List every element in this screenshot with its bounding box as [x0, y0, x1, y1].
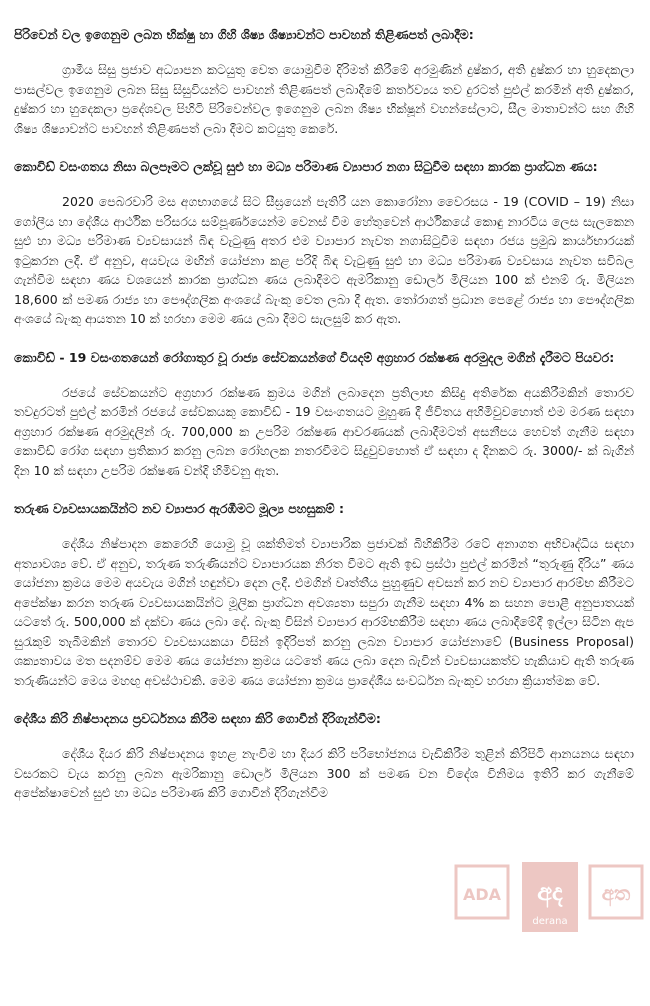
section-1-heading: පිරිවෙන් වල ඉගෙනුම ලබන භික්ෂු හා ගිහි ශිෂ්‍ය ශිෂ්‍යාවන්ට පාවහන් තිළිණපත් ලබාදීම:	[14, 27, 474, 42]
section-5-body: දේශීය දියර කිරි නිෂ්පාදනය ඉහළ නැංවීම හා දියර කිරි පරිභෝජනය වැඩිකිරීම තුළින් කිරිපිටි ආනයනය සඳහා වසරකට වැය කරනු ලබන ඇමරිකානු ඩොලර් මිලියන 300 ක් පමණ වන විදේශ විනිමය ඉතිරි කර ගැනීමේ අපේක්ෂාවෙන් සුළු හා මධ්‍ය පරිමාණ කිරි ගොවීන් දිරිගැන්වීම	[14, 746, 634, 800]
section-2-heading: කොවිඩ් වසංගතය නිසා බලපෑමට ලක්වූ සුළු හා මධ්‍ය පරිමාණ ව්‍යාපාර නගා සිටුවීම සඳහා කාරක ප්‍රාග්ධන ණය:	[14, 159, 598, 174]
section-4-body: දේශීය නිෂ්පාදන කෙරෙහි යොමු වූ ශක්තිමත් ව්‍යාපාරික ප්‍රජාවක් බිහිකිරීම රටේ අනාගත අභිවෘද්ධිය සඳහා අත්‍යාවශ්‍ය වේ. ඒ අනුව, තරුණ තරුණියන්ට ව්‍යාපාරයක නිරත වීමට ඇති ඉඩ ප්‍රස්ථා පුළුල් කරමින් “තුරුණු දිරිය” ණය යෝජනා ක්‍රමය මෙම අයවැය මගින් හඳුන්වා දෙන ලදී. එමගින් වෘත්තීය පුහුණුව අවසන් කර නව ව්‍යාපාර ආරම්භ කිරීමට අපේක්ෂා කරන තරුණ ව්‍යවසායකයින්ට මූලික ප්‍රාග්ධන අවශ්‍යතා සපුරා ගැනීම සඳහා 4% ක සහන පොළී අනුපාතයක් යටතේ රු. 500,000 ක් දක්වා ණය ලබා දේ. බැංකු විසින් ව්‍යාපාර ආරම්භකිරීම සඳහා ණය ලබාදීමේදී ඉල්ලා සිටින ඇප සුරැකුම් තැබීමකින් තොරව ව්‍යවසායකයා විසින් ඉදිරිපත් කරනු ලබන ව්‍යාපාර යෝජනාවේ (Business Proposal) ශක්‍යතාවය මත පදනම්ව මෙම ණය යෝජනා ක්‍රමය යටතේ ණය ලබා දෙන බැවින් ව්‍යවසායකත්ව හැකියාව ඇති තරුණ තරුණියන්ට මෙය මහඟු අවස්ථාවකි. මෙම ණය යෝජනා ක්‍රමය ප්‍රාදේශීය සංවර්ධන බැංකුව හරහා ක්‍රියාත්මක වේ.	[14, 536, 634, 688]
section-3-body: රජයේ සේවකයන්ට අග්‍රහාර රක්ෂණ ක්‍රමය මගින් ලබාදෙන ප්‍රතිලාභ කිසිදු අතිරේක අයකිරීමකින් තොරව තවදුරටත් පුළුල් කරමින් රජයේ සේවකයකු කොවිඩ් - 19 වසංගතයට මුහුණ දී ජීවිතය අහිමිවුවහොත් එම මරණ සඳහා අග්‍රහාර රක්ෂණ අරමුදලින් රු. 700,000 ක උපරිම රක්ෂණ ආවරණයක් ලබාදීමටත් අසනීපය හෙවත් ගැනීම සඳහා කොවිඩ් රෝග සඳහා ප්‍රතිකාර කරනු ලබන රෝහලක නතරවීමට සිදුවුවහොත් ඒ සඳහා ද දිනකට රු. 3000/- ක් බැගින් දින 10 ක් සඳහා උපරිම රක්ෂණ වන්දි හිමිවනු ඇත.	[14, 384, 634, 478]
section-5-heading: දේශීය කිරි නිෂ්පාදනය ප්‍රවර්ධනය කිරීම සඳහා කිරි ගොවීන් දිරිගැන්වීම:	[14, 711, 381, 726]
svg-text:derana: derana	[532, 916, 568, 927]
svg-text:අත: අත	[601, 881, 631, 905]
section-4-heading: තරුණ ව්‍යවසායකයින්ට නව ව්‍යාපාර ඇරඹීමට මූල්‍ය පහසුකම් :	[14, 501, 345, 516]
section-1-body: ග්‍රාමීය සිසු ප්‍රජාව අධ්‍යාපන කටයුතු වෙත යොමුවීම දිරිමත් කිරීමේ අරමුණින් දුෂ්කර, අති දුෂ්කර හා හුදෙකලා පාසල්වල ඉගෙනුම ලබන සිසු සිසුවියන්ට පාවහන් තිළිණපත් ලබාදීමේ කර්තව්‍යය තව දුරටත් පුළුල් කරමින් අති දුෂ්කර, දුෂ්කර හා හුදෙකලා ප්‍රදේශවල පිහිටි පිරිවෙන්වල ඉගෙනුම ලබන ශිෂ්‍ය භික්ෂූන් වහන්සේලාට, සීල මාතාවන්ට සහ ගිහි ශිෂ්‍ය ශිෂ්‍යාවන්ට පාවහන් තිළිණපත් ලබා දීමට කටයුතු කෙරේ.	[14, 62, 634, 136]
section-3-heading: කොවිඩ් - 19 වසංගතයෙන් රෝගාතුර වූ රාජ්‍ය සේවකයන්ගේ වියදම් අග්‍රහාර රක්ෂණ අරමුදල මගින් දැරීමට පියවර:	[14, 349, 615, 365]
svg-text:අද: අද	[537, 878, 563, 906]
section-2-body: 2020 පෙබරවාරි මස අගභාගයේ සිට සීඝ්‍රයෙන් පැතිරී යන කොරෝනා වෛරසය - 19 (COVID – 19) නිසා ගෝලීය හා දේශීය ආර්ථික පරිසරය සම්පූර්ණයෙන්ම වෙනස් වීම හේතුවෙන් ආර්ථිකයේ කොඳු නාරටිය ලෙස සැලකෙන සුළු හා මධ්‍ය පරිමාණ ව්‍යවසායන් බිඳ වැටුණු අතර එම ව්‍යාපාර නැවත නගාසිටුවීම සඳහා රජය ප්‍රමුඛ කාර්යභාරයක් ඉටුකරන ලදී. ඒ අනුව, අයවැය මඟින් යෝජනා කළ පරිදි බිඳ වැටුණු සුළු හා මධ්‍ය පරිමාණ ව්‍යවසාය නැවත සවිබල ගැන්වීම සඳහා ණය වශයෙන් කාරක ප්‍රාග්ධන ණය ලබාදීමට ඇමරිකානු ඩොලර් මිලියන 100 ක් එනම් රු. මිලියන 18,600 ක් පමණ රාජ්‍ය හා පෞද්ගලික අංශයේ බැංකු වෙත ලබා දී ඇත. තෝරාගත් ප්‍රධාන පෙළේ රාජ්‍ය හා පෞද්ගලික අංශයේ බැංකු ආයතන 10 ක් හරහා මෙම ණය ලබා දීමට සැලසුම් කර ඇත.	[14, 194, 634, 326]
svg-text:ADA: ADA	[462, 885, 502, 904]
